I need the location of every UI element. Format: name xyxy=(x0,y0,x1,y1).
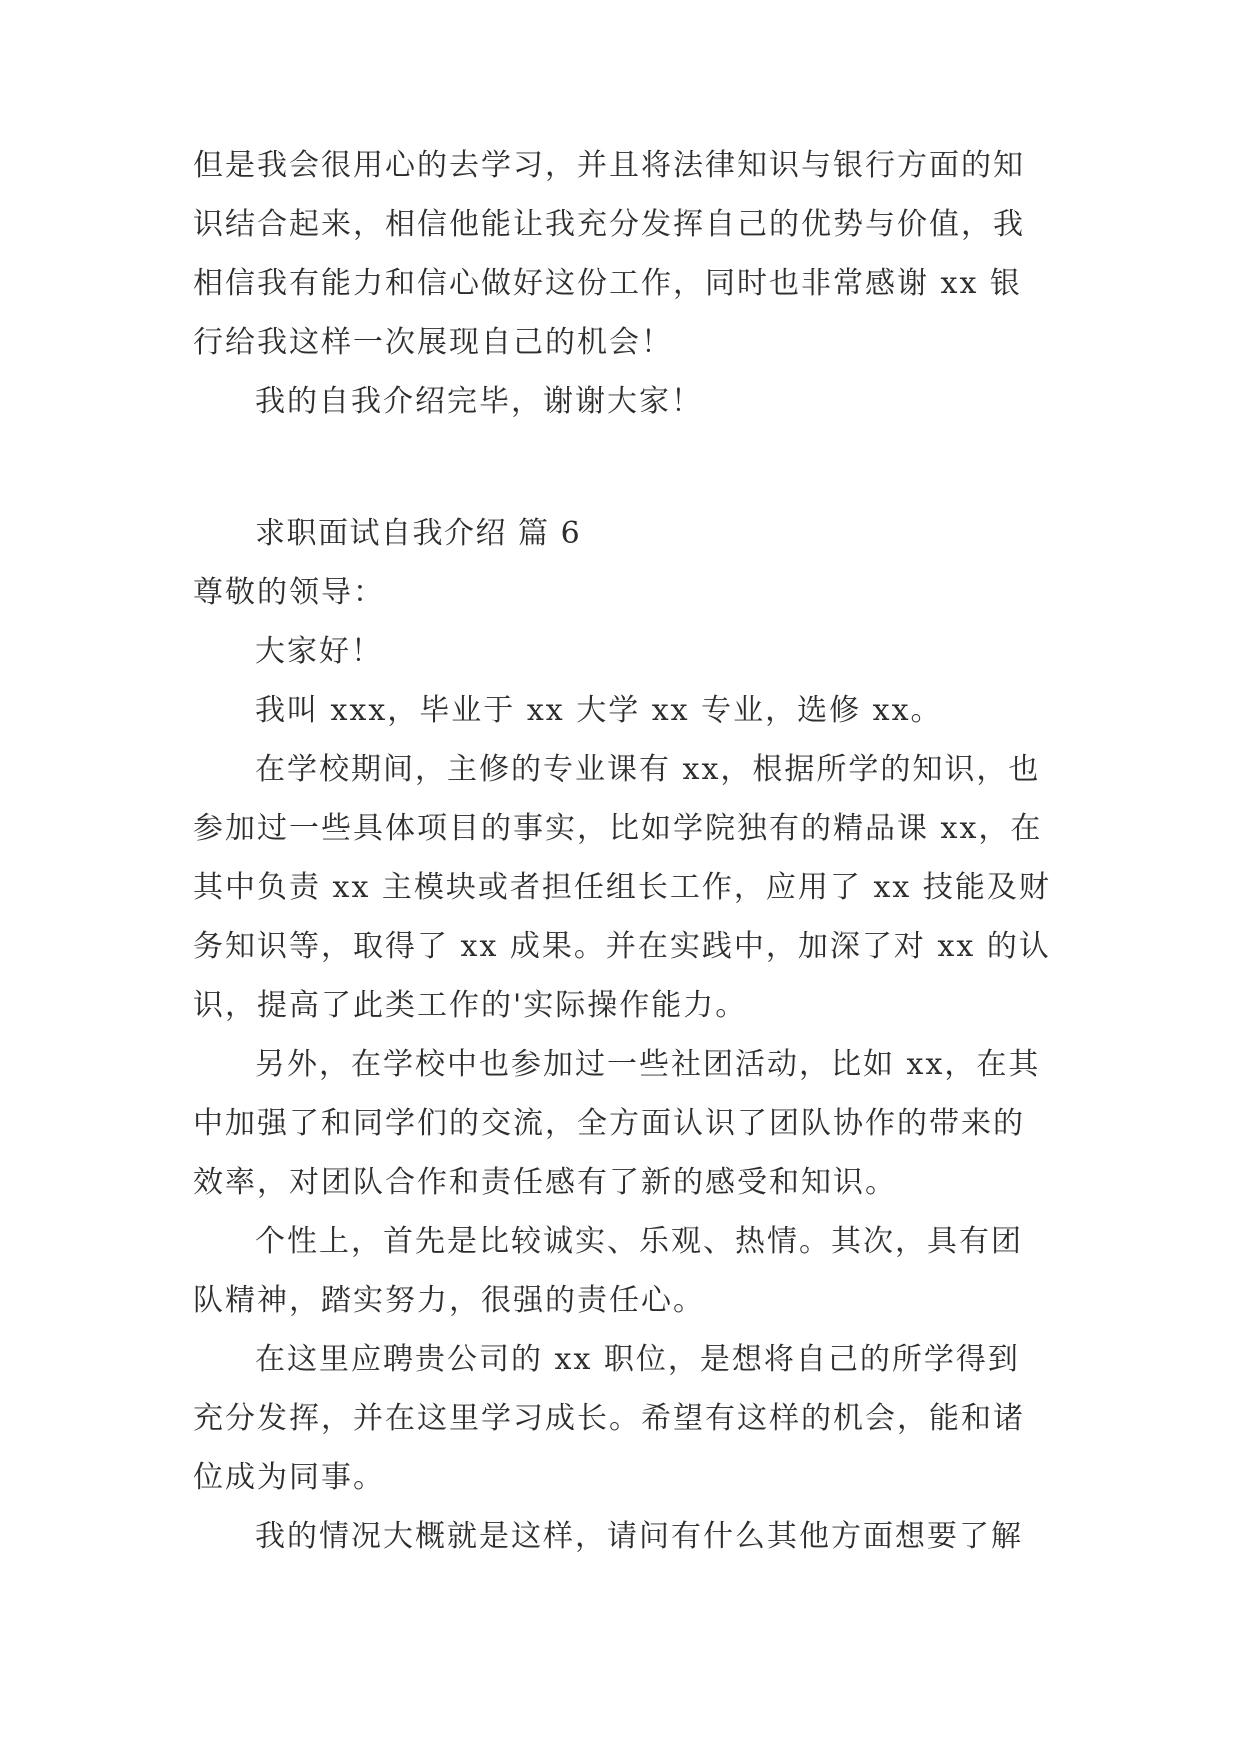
section-heading: 求职面试自我介绍 篇 6 xyxy=(255,516,582,551)
text-line: 我叫 xxx，毕业于 xx 大学 xx 专业，选修 xx。 xyxy=(255,693,943,728)
text-line: 其中负责 xx 主模块或者担任组长工作，应用了 xx 技能及财 xyxy=(193,870,1051,905)
text-line: 识结合起来，相信他能让我充分发挥自己的优势与价值，我 xyxy=(193,207,1025,242)
text-line: 相信我有能力和信心做好这份工作，同时也非常感谢 xx 银 xyxy=(193,266,1022,301)
text-line: 但是我会很用心的去学习，并且将法律知识与银行方面的知 xyxy=(193,148,1025,183)
text-line: 个性上，首先是比较诚实、乐观、热情。其次，具有团 xyxy=(255,1224,1023,1259)
text-line: 我的情况大概就是这样，请问有什么其他方面想要了解 xyxy=(255,1519,1023,1554)
text-line: 我的自我介绍完毕，谢谢大家！ xyxy=(255,384,703,419)
greeting: 大家好！ xyxy=(255,634,383,669)
text-line: 行给我这样一次展现自己的机会！ xyxy=(193,325,673,360)
salutation: 尊敬的领导： xyxy=(193,575,385,610)
text-line: 另外，在学校中也参加过一些社团活动，比如 xx，在其 xyxy=(255,1047,1041,1082)
text-line: 在这里应聘贵公司的 xx 职位，是想将自己的所学得到 xyxy=(255,1342,1020,1377)
text-line: 识，提高了此类工作的'实际操作能力。 xyxy=(193,988,748,1023)
text-line: 务知识等，取得了 xx 成果。并在实践中，加深了对 xx 的认 xyxy=(193,929,1051,964)
text-line: 中加强了和同学们的交流，全方面认识了团队协作的带来的 xyxy=(193,1106,1025,1141)
text-line: 充分发挥，并在这里学习成长。希望有这样的机会，能和诸 xyxy=(193,1401,1025,1436)
text-line: 位成为同事。 xyxy=(193,1460,385,1495)
text-line: 队精神，踏实努力，很强的责任心。 xyxy=(193,1283,705,1318)
text-line: 在学校期间，主修的专业课有 xx，根据所学的知识，也 xyxy=(255,752,1041,787)
text-line: 效率，对团队合作和责任感有了新的感受和知识。 xyxy=(193,1165,897,1200)
text-line: 参加过一些具体项目的事实，比如学院独有的精品课 xx，在 xyxy=(193,811,1043,846)
